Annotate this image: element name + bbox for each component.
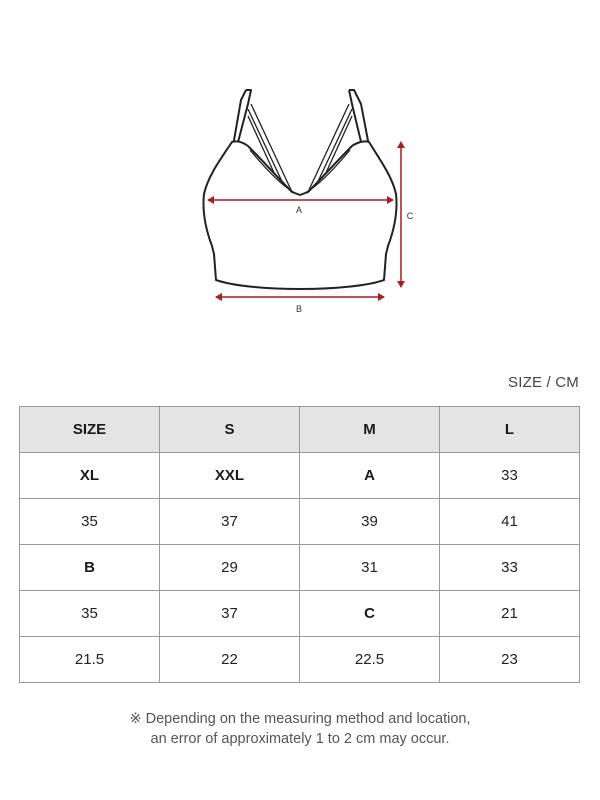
measurement-note: [0, 709, 600, 749]
table-row: [20, 637, 580, 683]
table-cell: C: [300, 591, 440, 637]
size-table: [19, 406, 580, 683]
table-cell: 37: [160, 591, 300, 637]
table-cell: 35: [20, 499, 160, 545]
table-cell: 22: [160, 637, 300, 683]
table-cell: XL: [20, 453, 160, 499]
table-row: [20, 591, 580, 637]
table-cell: B: [20, 545, 160, 591]
table-cell: 23: [440, 637, 580, 683]
measure-b-label: B: [295, 304, 303, 314]
table-row: [20, 453, 580, 499]
bra-top-icon: [0, 0, 600, 340]
table-header-cell: L: [440, 407, 580, 453]
note-line-1: ※ Depending on the measuring method and location,: [129, 711, 471, 727]
table-cell: 21: [440, 591, 580, 637]
garment-body-outline: [203, 141, 396, 289]
table-header-cell: M: [300, 407, 440, 453]
table-cell: XXL: [160, 453, 300, 499]
table-cell: 21.5: [20, 637, 160, 683]
table-cell: 22.5: [300, 637, 440, 683]
table-header-cell: SIZE: [20, 407, 160, 453]
garment-diagram: [0, 0, 600, 340]
table-row: [20, 545, 580, 591]
table-cell: 31: [300, 545, 440, 591]
measure-a-label: A: [295, 205, 303, 215]
table-cell: 37: [160, 499, 300, 545]
table-header-row: [20, 407, 580, 453]
table-cell: 41: [440, 499, 580, 545]
right-strap: [349, 90, 369, 146]
table-cell: 39: [300, 499, 440, 545]
note-line-2: an error of approximately 1 to 2 cm may occur.: [150, 731, 450, 747]
table-cell: A: [300, 453, 440, 499]
table-cell: 35: [20, 591, 160, 637]
table-header-cell: S: [160, 407, 300, 453]
measure-c-label: C: [406, 211, 414, 221]
table-cell: 33: [440, 545, 580, 591]
table-row: [20, 499, 580, 545]
table-cell: 33: [440, 453, 580, 499]
table-cell: 29: [160, 545, 300, 591]
unit-label: SIZE / CM: [508, 374, 579, 391]
